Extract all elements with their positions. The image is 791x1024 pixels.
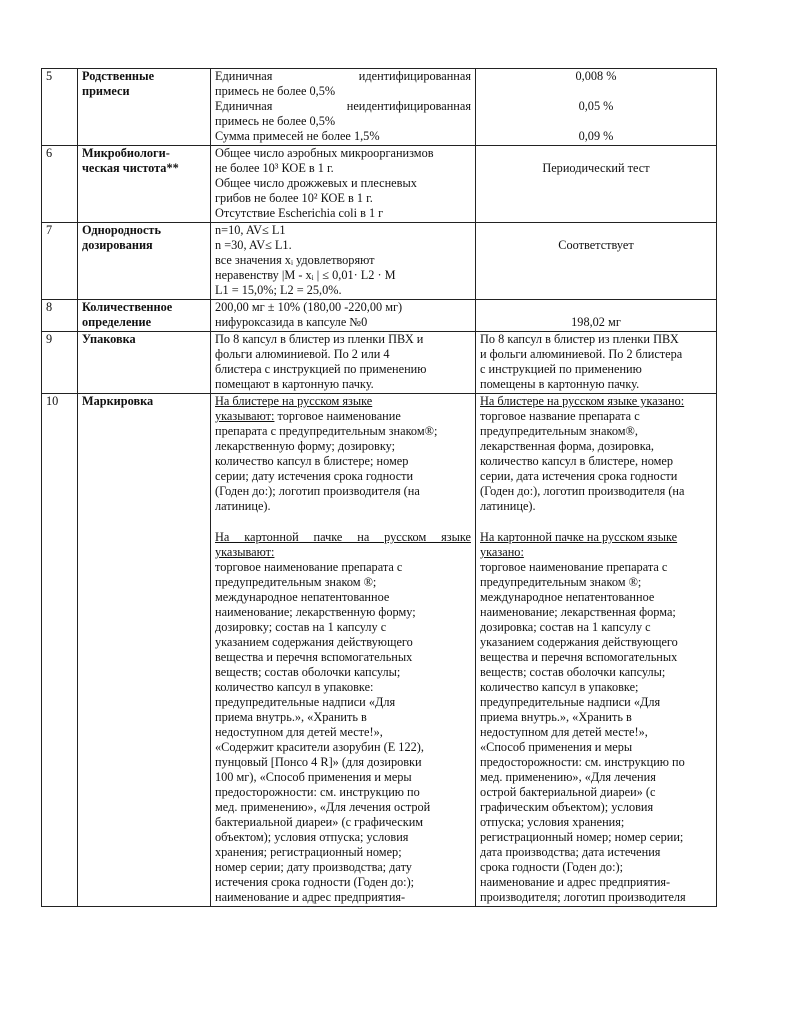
- test-name: Количественное определение: [78, 300, 211, 332]
- requirement-cell: 200,00 мг ± 10% (180,00 -220,00 мг) нифуроксазида в капсуле №0: [211, 300, 476, 332]
- row-number: 8: [42, 300, 78, 332]
- table-row-packaging: [42, 332, 717, 394]
- result-cell: 198,02 мг: [476, 300, 717, 332]
- requirement-cell: На блистере на русском языке указывают: торговое наименование препарата с предупредительным знаком®; лекарственную форму; дозировку; количество капсул в блистере; номер серии; дату истечения срока годности (Годен до:); логотип производителя (на латинице). На картонной пачке на русском языке указывают: торговое наименование препарата с предупредительным знаком ®; международное непатентованное наименование; лекарственную форму; дозировку; состав на 1 капсулу с указанием содержания действующего вещества и перечня вспомогательных веществ; состав оболочки капсулы; количество капсул в упаковке: предупредительные надписи «Для приема внутрь.», «Хранить в недоступном для детей месте!», «Содержит красители азорубин (E 122), пунцовый [Понсо 4 R]» (для дозировки 100 мг), «Способ применения и меры предосторожности: см. инструкцию по мед. применению», «Для лечения острой бактериальной диареи» (с графическим объектом); условия отпуска; условия хранения; регистрационный номер; номер серии; дату производства; дату истечения срока годности (Годен до:); наименование и адрес предприятия-: [211, 394, 476, 907]
- row-number: 6: [42, 146, 78, 223]
- row-number: 9: [42, 332, 78, 394]
- row-number: 5: [42, 69, 78, 146]
- result-cell: Соответствует: [476, 223, 717, 300]
- test-name: Микробиологи- ческая чистота**: [78, 146, 211, 223]
- specification-table: [41, 68, 717, 907]
- result-cell: На блистере на русском языке указано: торговое название препарата с предупредительным знаком®, лекарственная форма, дозировка, количество капсул в блистере, номер серии, дата истечения срока годности (Годен до:), логотип производителя (на латинице). На картонной пачке на русском языке указано: торговое наименование препарата с предупредительным знаком ®; международное непатентованное наименование; лекарственная форма; дозировка; состав на 1 капсулу с указанием содержания действующего вещества и перечня вспомогательных веществ; состав оболочки капсулы; количество капсул в упаковке; предупредительные надписи «Для приема внутрь.», «Хранить в недоступном для детей месте!», «Способ применения и меры предосторожности: см. инструкцию по мед. применению», «Для лечения острой бактериальной диареи» (с графическим объектом); условия отпуска; условия хранения; регистрационный номер; номер серии; дата производства; дата истечения срока годности (Годен до:); наименование и адрес предприятия- производителя; логотип производителя: [476, 394, 717, 907]
- requirement-cell: n=10, AV≤ L1 n =30, AV≤ L1. все значения xᵢ удовлетворяют неравенству |M - xᵢ | ≤ 0,01· L2 · M L1 = 15,0%; L2 = 25,0%.: [211, 223, 476, 300]
- table-row-labeling: [42, 394, 717, 907]
- table-row-microbiology: [42, 146, 717, 223]
- table-row-assay: [42, 300, 717, 332]
- table-row-impurities: [42, 69, 717, 146]
- requirement-cell: По 8 капсул в блистер из пленки ПВХ и фольги алюминиевой. По 2 или 4 блистера с инструкцией по применению помещают в картонную пачку.: [211, 332, 476, 394]
- row-number: 7: [42, 223, 78, 300]
- result-cell: 0,008 % 0,05 % 0,09 %: [476, 69, 717, 146]
- requirement-cell: Единичная идентифицированная примесь не более 0,5% Единичная неидентифицированная примесь не более 0,5% Сумма примесей не более 1,5%: [211, 69, 476, 146]
- test-name: Маркировка: [78, 394, 211, 907]
- test-name: Родственные примеси: [78, 69, 211, 146]
- test-name: Упаковка: [78, 332, 211, 394]
- table-row-uniformity: [42, 223, 717, 300]
- result-cell: Периодический тест: [476, 146, 717, 223]
- row-number: 10: [42, 394, 78, 907]
- test-name: Однородность дозирования: [78, 223, 211, 300]
- result-cell: По 8 капсул в блистер из пленки ПВХ и фольги алюминиевой. По 2 блистера с инструкцией по применению помещены в картонную пачку.: [476, 332, 717, 394]
- requirement-cell: Общее число аэробных микроорганизмов не более 10³ КОЕ в 1 г. Общее число дрожжевых и плесневых грибов не более 10² КОЕ в 1 г. Отсутствие Escherichia coli в 1 г: [211, 146, 476, 223]
